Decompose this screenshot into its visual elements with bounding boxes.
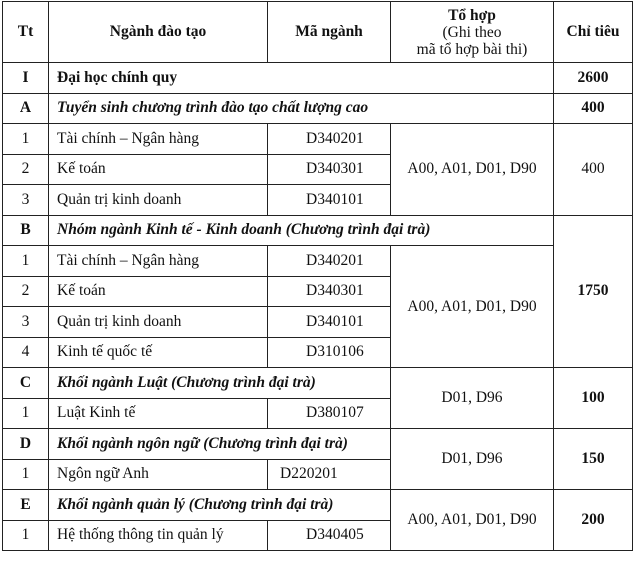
- section-row-D: [3, 429, 633, 460]
- row-tt: 4: [3, 337, 49, 368]
- header-tt: Tt: [3, 2, 49, 63]
- major-code: D340405: [268, 520, 391, 551]
- section-quota: 200: [554, 490, 633, 551]
- major-code: D340101: [268, 185, 391, 216]
- major-name: Hệ thống thông tin quản lý: [49, 520, 268, 551]
- section-label: Đại học chính quy: [49, 63, 554, 94]
- section-label: Khối ngành quản lý (Chương trình đại trà): [49, 490, 391, 521]
- major-name: Kế toán: [49, 276, 268, 307]
- major-code: D340301: [268, 276, 391, 307]
- row-tt: 1: [3, 520, 49, 551]
- section-tt: E: [3, 490, 49, 521]
- row-tt: 1: [3, 398, 49, 429]
- major-name: Quản trị kinh doanh: [49, 185, 268, 216]
- section-row-B: [3, 215, 633, 246]
- section-row-I: [3, 63, 633, 94]
- section-row-C: [3, 368, 633, 399]
- row-tt: 2: [3, 276, 49, 307]
- row-tt: 3: [3, 185, 49, 216]
- major-code: D220201: [268, 459, 391, 490]
- table-row: [3, 246, 633, 277]
- section-row-A: [3, 93, 633, 124]
- combo-cell: D01, D96: [391, 368, 554, 429]
- major-code: D380107: [268, 398, 391, 429]
- major-code: D340301: [268, 154, 391, 185]
- major-name: Tài chính – Ngân hàng: [49, 246, 268, 277]
- row-tt: 1: [3, 124, 49, 155]
- section-quota: 150: [554, 429, 633, 490]
- major-code: D340201: [268, 246, 391, 277]
- combo-cell: A00, A01, D01, D90: [391, 490, 554, 551]
- section-label: Khối ngành Luật (Chương trình đại trà): [49, 368, 391, 399]
- major-name: Kinh tế quốc tế: [49, 337, 268, 368]
- header-row: [3, 2, 633, 63]
- section-tt: D: [3, 429, 49, 460]
- row-tt: 1: [3, 459, 49, 490]
- section-row-E: [3, 490, 633, 521]
- major-code: D310106: [268, 337, 391, 368]
- quota-cell: 400: [554, 124, 633, 216]
- section-tt: I: [3, 63, 49, 94]
- header-combo-line1: (Ghi theo: [442, 23, 502, 41]
- header-code: Mã ngành: [268, 2, 391, 63]
- section-quota: 400: [554, 93, 633, 124]
- major-name: Kế toán: [49, 154, 268, 185]
- row-tt: 3: [3, 307, 49, 338]
- combo-cell: A00, A01, D01, D90: [391, 246, 554, 368]
- header-combo-line2: mã tổ hợp bài thi): [416, 40, 528, 58]
- section-label: Tuyển sinh chương trình đào tạo chất lượng cao: [49, 93, 554, 124]
- major-code: D340101: [268, 307, 391, 338]
- section-label: Khối ngành ngôn ngữ (Chương trình đại trà): [49, 429, 391, 460]
- header-quota: Chỉ tiêu: [554, 2, 633, 63]
- section-label: Nhóm ngành Kinh tế - Kinh doanh (Chương trình đại trà): [49, 215, 554, 246]
- header-combo-title: Tổ hợp: [448, 6, 496, 24]
- major-name: Tài chính – Ngân hàng: [49, 124, 268, 155]
- major-name: Quản trị kinh doanh: [49, 307, 268, 338]
- admission-quota-table: [2, 1, 633, 551]
- header-major: Ngành đào tạo: [49, 2, 268, 63]
- section-quota: 100: [554, 368, 633, 429]
- row-tt: 2: [3, 154, 49, 185]
- table-row: [3, 124, 633, 155]
- combo-cell: D01, D96: [391, 429, 554, 490]
- section-quota: 2600: [554, 63, 633, 94]
- major-name: Luật Kinh tế: [49, 398, 268, 429]
- major-code: D340201: [268, 124, 391, 155]
- section-tt: C: [3, 368, 49, 399]
- section-quota: 1750: [554, 215, 633, 368]
- combo-cell: A00, A01, D01, D90: [391, 124, 554, 216]
- section-tt: B: [3, 215, 49, 246]
- major-name: Ngôn ngữ Anh: [49, 459, 268, 490]
- row-tt: 1: [3, 246, 49, 277]
- section-tt: A: [3, 93, 49, 124]
- header-combo: [391, 2, 554, 63]
